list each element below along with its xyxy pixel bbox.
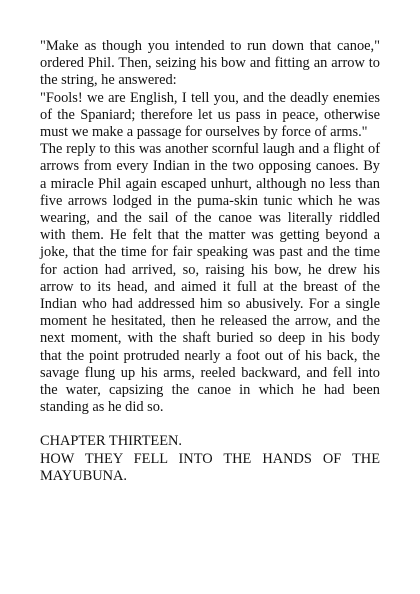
paragraph-2: "Fools! we are English, I tell you, and the deadly enemies of the Spaniard; therefore let us pass in peace, otherwise must we make a passage for ourselves by force of arms.": [40, 89, 380, 141]
chapter-title: HOW THEY FELL INTO THE HANDS OF THE MAYUBUNA.: [40, 450, 380, 484]
section-spacer: [40, 416, 380, 433]
book-page: [40, 38, 380, 485]
paragraph-3: The reply to this was another scornful laugh and a flight of arrows from every Indian in the two opposing canoes. By a miracle Phil again escaped unhurt, although no less than five arrows lodged in the puma-skin tunic which he was wearing, and the sail of the canoe was literally riddled with them. He felt that the matter was getting beyond a joke, that the time for fair speaking was past and the time for action had arrived, so, raising his bow, he drew his arrow to its head, and aimed it full at the breast of the Indian who had addressed him so abusively. For a single moment he hesitated, then he released the arrow, and the next moment, with the shaft buried so deep in his body that the point protruded nearly a foot out of his back, the savage flung up his arms, reeled backward, and fell into the water, capsizing the canoe in which he had been standing as he did so.: [40, 141, 380, 416]
chapter-heading: CHAPTER THIRTEEN.: [40, 433, 182, 450]
paragraph-1: "Make as though you intended to run down that canoe," ordered Phil. Then, seizing his bow and fitting an arrow to the string, he answered:: [40, 38, 380, 89]
